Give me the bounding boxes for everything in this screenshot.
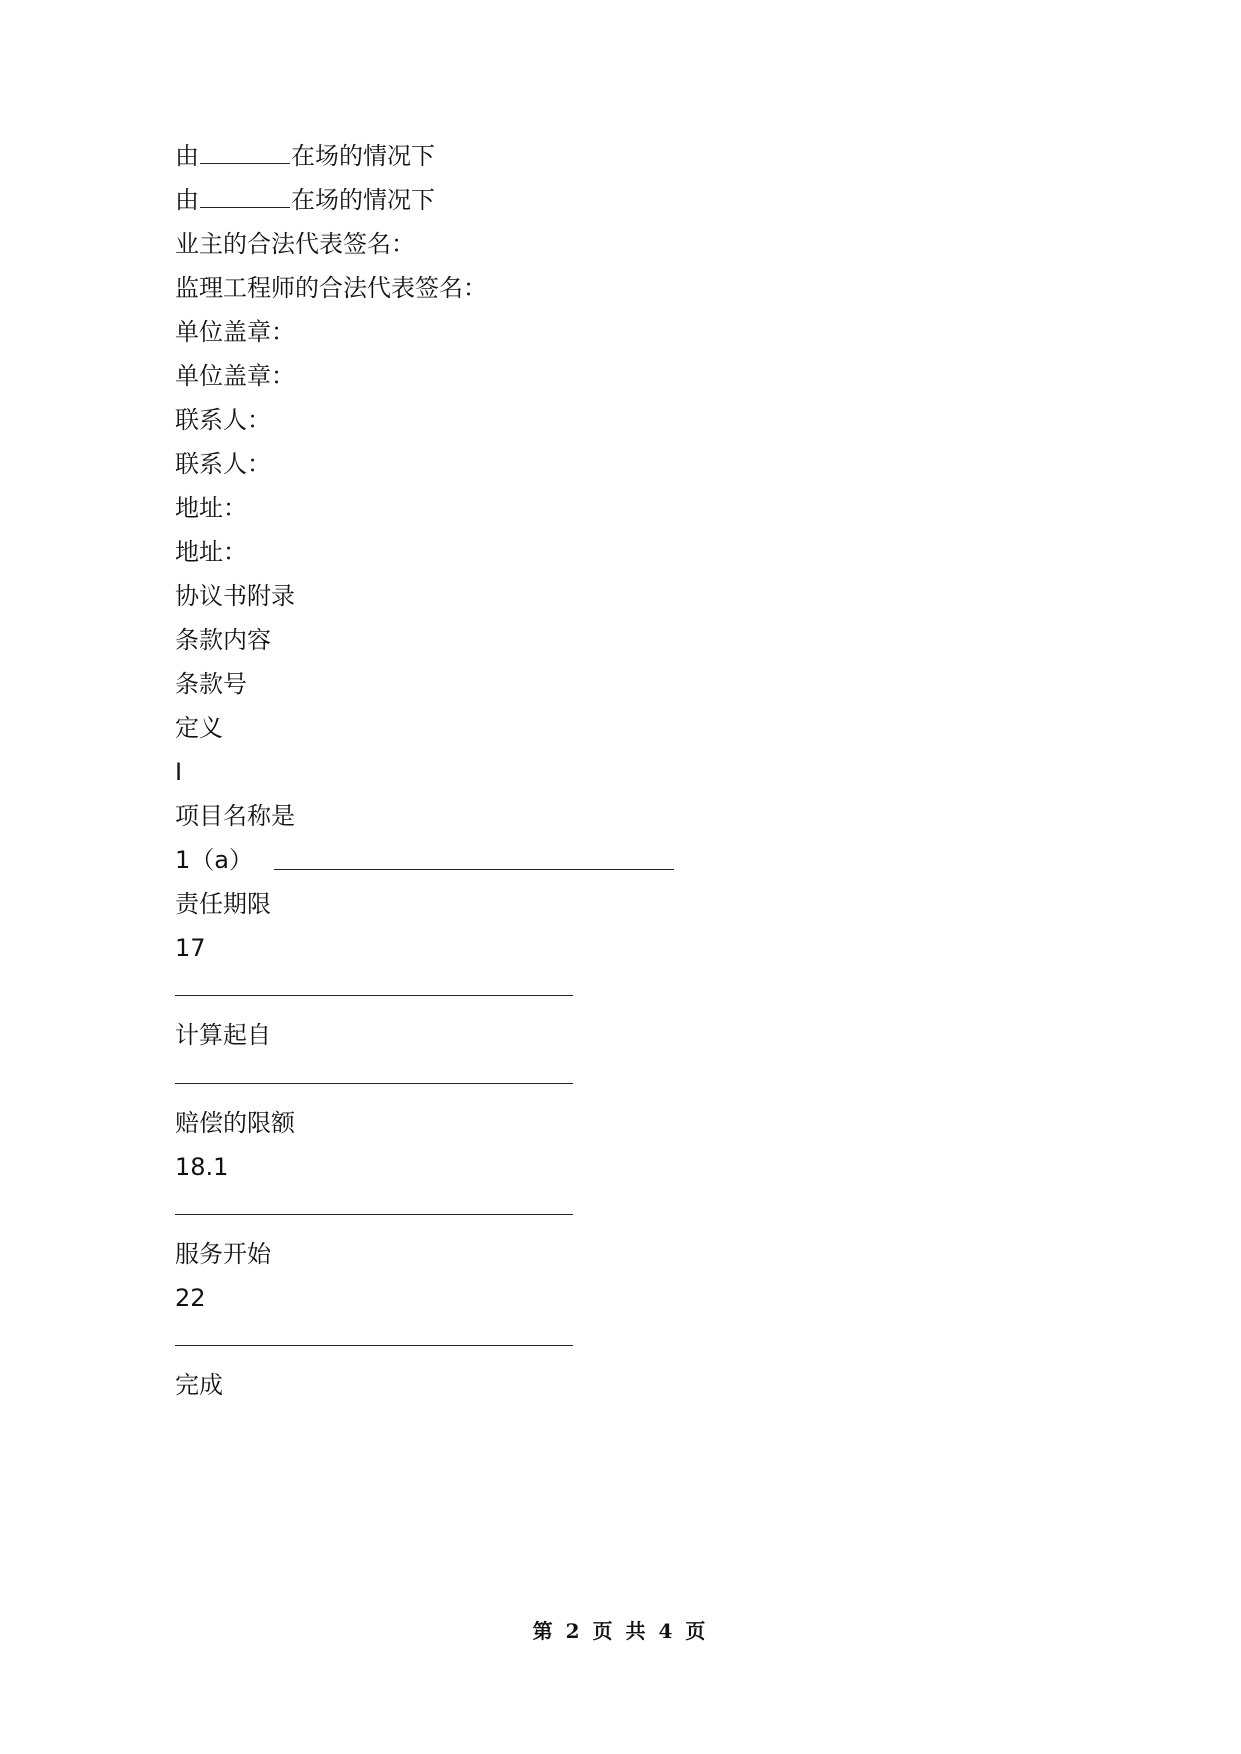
calc-from-label: 计算起自 (175, 1021, 271, 1049)
clause-content-heading: 条款内容 (175, 626, 271, 654)
liability-period-blank[interactable] (175, 995, 573, 996)
contact-label-2: 联系人： (175, 450, 271, 478)
calc-from-blank[interactable] (175, 1083, 573, 1084)
supervisor-rep-signature-label: 监理工程师的合法代表签名： (175, 274, 487, 302)
project-name-label: 项目名称是 (175, 802, 295, 830)
witness-line-2 (175, 185, 435, 215)
address-label-2: 地址： (175, 538, 247, 566)
liability-period-label: 责任期限 (175, 890, 271, 918)
clause-1a-label: 1（a） (175, 846, 253, 874)
witness-line-2-prefix: 由 (175, 186, 199, 214)
address-label-1: 地址： (175, 494, 247, 522)
service-start-blank[interactable] (175, 1345, 573, 1346)
service-start-label: 服务开始 (175, 1240, 271, 1268)
witness-line-1-suffix: 在场的情况下 (291, 142, 435, 170)
clause-18-1-label: 18.1 (175, 1153, 229, 1181)
completion-label: 完成 (175, 1371, 223, 1399)
project-name-blank[interactable] (274, 869, 674, 870)
appendix-title: 协议书附录 (175, 582, 295, 610)
page-number-footer: 第 2 页 共 4 页 (532, 1619, 709, 1643)
clause-22-label: 22 (175, 1284, 206, 1312)
contact-label-1: 联系人： (175, 406, 271, 434)
compensation-limit-label: 赔偿的限额 (175, 1109, 295, 1137)
owner-rep-signature-label: 业主的合法代表签名： (175, 230, 415, 258)
witness-line-1 (175, 141, 435, 171)
definition-label: 定义 (175, 714, 223, 742)
witness-blank-1[interactable] (200, 162, 290, 164)
unit-seal-label-2: 单位盖章： (175, 362, 295, 390)
clause-number-heading: 条款号 (175, 670, 247, 698)
compensation-limit-blank[interactable] (175, 1214, 573, 1215)
witness-line-2-suffix: 在场的情况下 (291, 186, 435, 214)
roman-numeral-one: I (175, 758, 183, 786)
clause-17-label: 17 (175, 934, 206, 962)
witness-blank-2[interactable] (200, 206, 290, 208)
unit-seal-label-1: 单位盖章： (175, 318, 295, 346)
witness-line-1-prefix: 由 (175, 142, 199, 170)
